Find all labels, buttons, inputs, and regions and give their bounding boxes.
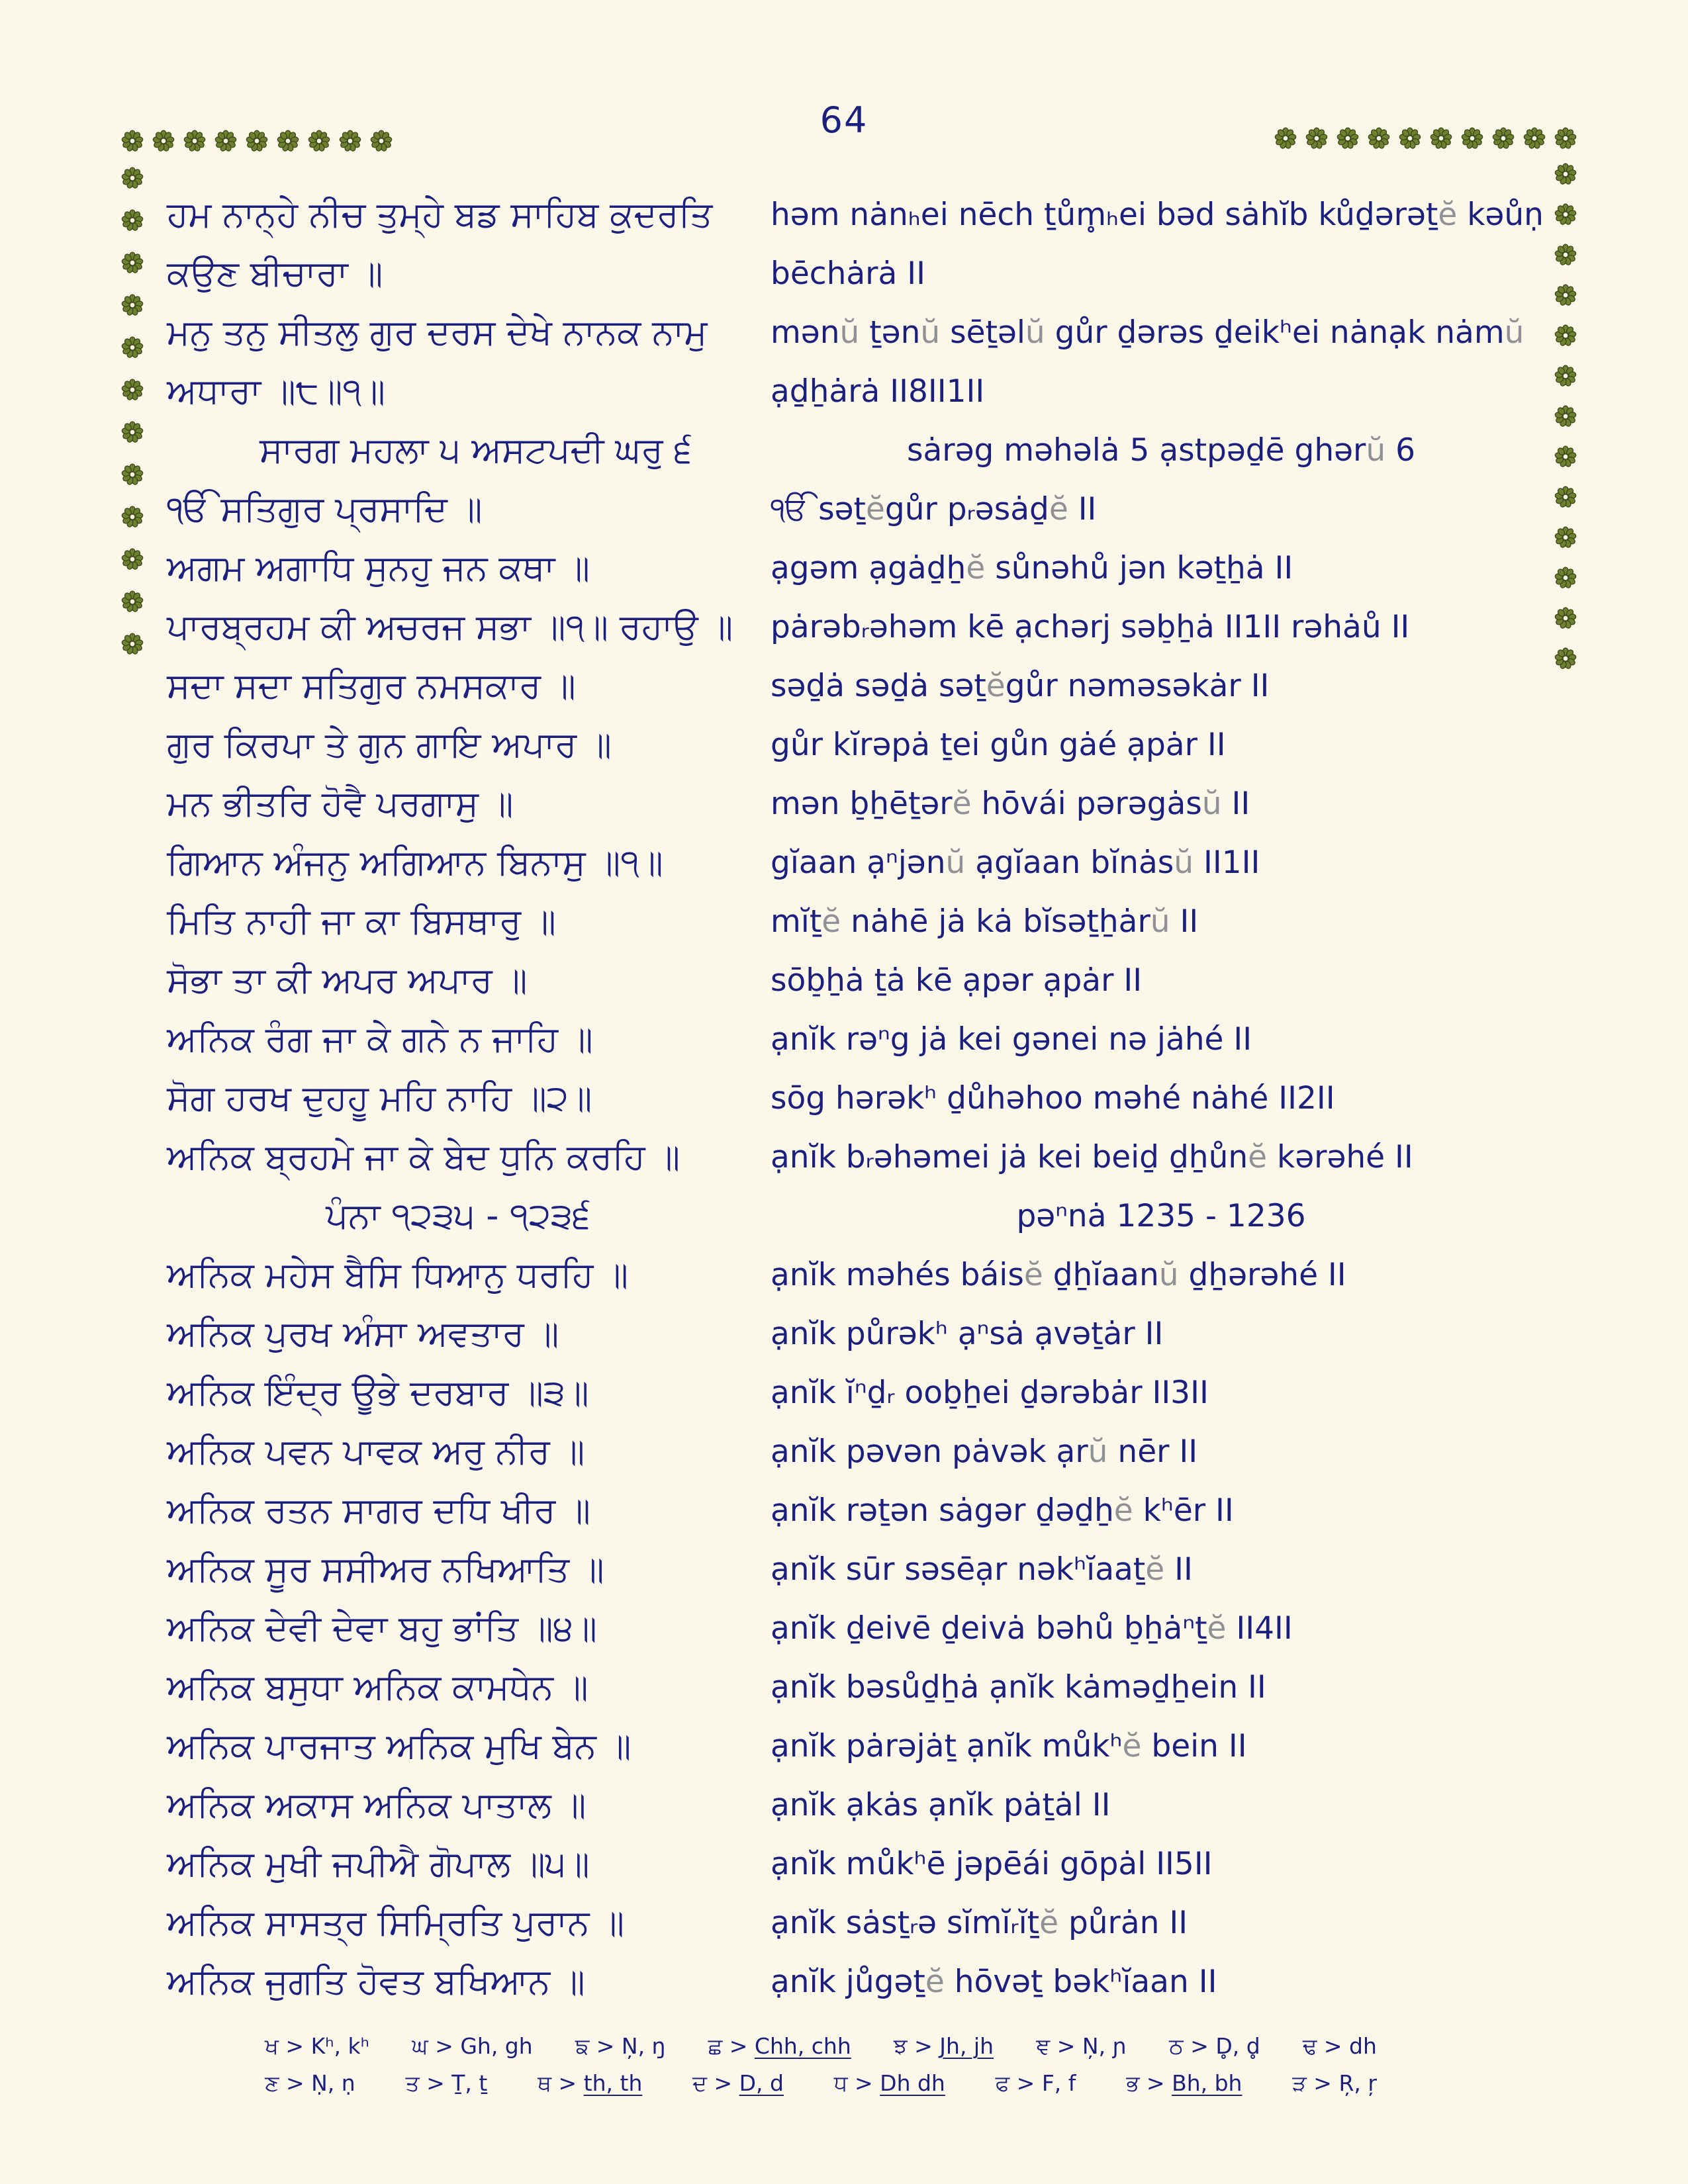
legend-latin-value: Ŗ, ŗ [1338, 2070, 1377, 2096]
legend-latin-value: Ņ, ŋ [621, 2033, 666, 2059]
verse-row [167, 1187, 1552, 1246]
soft-vowel: ĕ [952, 786, 972, 822]
verse-row [167, 715, 1552, 774]
transliteration-legend [265, 2033, 1377, 2107]
verse-row [167, 1952, 1552, 2011]
transliteration-text: gĭaan ạⁿjənŭ ạgĭaan bĭnȧsŭ II1II [771, 844, 1260, 881]
gurmukhi-text: ਮਨ ਭੀਤਰਿ ਹੋਵੈ ਪਰਗਾਸੁ ॥ [167, 784, 514, 824]
legend-latin-value: Kʰ, kʰ [310, 2033, 369, 2059]
flower-icon [1554, 647, 1577, 670]
flower-icon [1554, 244, 1577, 266]
verse-row [167, 1835, 1552, 1893]
gurmukhi-text: ਸਾਰਗ ਮਹਲਾ ੫ ਅਸਟਪਦੀ ਘਰੁ ੬ [259, 430, 692, 471]
flower-icon [1554, 486, 1577, 508]
verse-row [167, 657, 1552, 715]
transliteration-text: pȧrəbᵣəhəm kē ạchərj səb̠ẖȧ II1II rəhȧů II [771, 609, 1410, 645]
transliteration-text: həm nȧnₕei nēch ṯům̥ₕei bəd sȧhĭb kůḏərəṯĕ kəůṇ bēchȧrȧ II [771, 197, 1544, 292]
soft-vowel: ĕ [1248, 1139, 1268, 1175]
flower-icon [121, 336, 144, 359]
soft-vowel: ŭ [1025, 314, 1045, 351]
soft-vowel: ĕ [1023, 1257, 1043, 1293]
verse-row [167, 303, 1552, 421]
legend-item: ਧ > Dh dh [833, 2070, 945, 2096]
gurmukhi-text: ਸੋਗ ਹਰਖ ਦੁਹਹੂ ਮਹਿ ਨਾਹਿ ॥੨॥ [167, 1078, 592, 1118]
gurmukhi-text: ਅਨਿਕ ਮਹੇਸ ਬੈਸਿ ਧਿਆਨੁ ਧਰਹਿ ॥ [167, 1255, 629, 1295]
transliteration-text: sōb̠ẖȧ ṯȧ kē ạpər ạpȧr II [771, 962, 1143, 999]
legend-gurmukhi-letter: ਠ [1169, 2033, 1184, 2059]
gurmukhi-text: ਅਨਿਕ ਸੂਰ ਸਸੀਅਰ ਨਖਿਆਤਿ ॥ [167, 1549, 604, 1590]
transliteration-text: ạnĭk rəⁿg jȧ kei gənei nə jȧhé II [771, 1021, 1252, 1058]
soft-vowel: ŭ [1174, 844, 1194, 881]
soft-vowel: ĕ [986, 668, 1006, 704]
flower-icon [1554, 163, 1577, 185]
flower-icon [121, 251, 144, 274]
legend-item: ਢ > dh [1302, 2033, 1377, 2059]
gurmukhi-text: ਮਿਤਿ ਨਾਹੀ ਜਾ ਕਾ ਬਿਸਥਾਰੁ ॥ [167, 901, 556, 942]
gurmukhi-text: ਅਨਿਕ ਸਾਸਤ੍ਰ ਸਿਮ੍ਰਿਤਿ ਪੁਰਾਨ ॥ [167, 1903, 625, 1943]
legend-latin-value: Ṇ, ṇ [311, 2070, 355, 2096]
verse-row [167, 1658, 1552, 1717]
legend-gurmukhi-letter: ਛ [708, 2033, 723, 2059]
legend-gurmukhi-letter: ਞ [1036, 2033, 1051, 2059]
verse-row [167, 185, 1552, 303]
verse-row [167, 1363, 1552, 1422]
legend-gurmukhi-letter: ਧ [833, 2070, 848, 2096]
flower-icon [277, 130, 299, 152]
flower-icon [1554, 567, 1577, 589]
legend-latin-value: Dh dh [880, 2070, 945, 2096]
verse-row [167, 1304, 1552, 1363]
legend-row [265, 2070, 1377, 2097]
gurmukhi-text: ਅਨਿਕ ਅਕਾਸ ਅਨਿਕ ਪਾਤਾਲ ॥ [167, 1785, 586, 1825]
transliteration-text: ạnĭk rəṯən sȧgər ḏəḏẖĕ kʰēr II [771, 1492, 1234, 1529]
legend-gurmukhi-letter: ਦ [692, 2070, 707, 2096]
gurmukhi-text: ਅਨਿਕ ਇੰਦ੍ਰ ਊਭੇ ਦਰਬਾਰ ॥੩॥ [167, 1373, 589, 1413]
verse-row [167, 421, 1552, 480]
legend-item: ਥ > th, th [538, 2070, 643, 2096]
flower-icon [121, 130, 144, 152]
legend-gurmukhi-letter: ਭ [1126, 2070, 1140, 2096]
gurmukhi-text: ਅਨਿਕ ਬ੍ਰਹਮੇ ਜਾ ਕੇ ਬੇਦ ਧੁਨਿ ਕਰਹਿ ॥ [167, 1137, 680, 1177]
legend-latin-value: D̥, d̥ [1215, 2033, 1260, 2059]
transliteration-text: ạnĭk məhés báisĕ ḏẖĭaanŭ ḏẖərəhé II [771, 1257, 1346, 1293]
flower-icon [1554, 607, 1577, 629]
legend-item: ਤ > Ṯ, ṯ [405, 2070, 488, 2096]
flower-icon [1523, 127, 1546, 150]
flower-icon [1554, 445, 1577, 468]
gurmukhi-text: ਗਿਆਨ ਅੰਜਨੁ ਅਗਿਆਨ ਬਿਨਾਸੁ ॥੧॥ [167, 842, 663, 883]
transliteration-text: ạnĭk pəvən pȧvək ạrŭ nēr II [771, 1433, 1198, 1470]
flower-icon [370, 130, 393, 152]
flower-icon [152, 130, 175, 152]
legend-gurmukhi-letter: ਝ [893, 2033, 908, 2059]
legend-gurmukhi-letter: ਫ [995, 2070, 1010, 2096]
soft-vowel: ĕ [1113, 1492, 1133, 1529]
transliteration-text: ạgəm ạgȧḏẖĕ sůnəhů jən kəṯẖȧ II [771, 550, 1293, 586]
soft-vowel: ŭ [1504, 314, 1524, 351]
gurmukhi-text: ਪਾਰਬ੍ਰਹਮ ਕੀ ਅਚਰਜ ਸਭਾ ॥੧॥ ਰਹਾਉ ॥ [167, 607, 733, 647]
soft-vowel: ĕ [1207, 1610, 1227, 1647]
legend-item: ਖ > Kʰ, kʰ [265, 2033, 369, 2059]
soft-vowel: ŭ [1366, 432, 1386, 469]
gurmukhi-text: ਸੋਭਾ ਤਾ ਕੀ ਅਪਰ ਅਪਾਰ ॥ [167, 960, 528, 1001]
legend-gurmukhi-letter: ਘ [412, 2033, 428, 2059]
verse-row [167, 539, 1552, 598]
gurmukhi-text: ਮਨੁ ਤਨੁ ਸੀਤਲੁ ਗੁਰ ਦਰਸ ਦੇਖੇ ਨਾਨਕ ਨਾਮੁ ਅਧਾਰਾ ॥੮॥੧॥ [167, 312, 708, 412]
legend-item: ਘ > Gh, gh [412, 2033, 533, 2059]
verse-row [167, 480, 1552, 539]
legend-latin-value: dh [1349, 2033, 1377, 2059]
verse-row [167, 1540, 1552, 1599]
flower-icon [121, 294, 144, 316]
transliteration-text: pəⁿnȧ 1235 - 1236 [1016, 1198, 1306, 1234]
transliteration-text: mĭṯĕ nȧhē jȧ kȧ bĭsəṯẖȧrŭ II [771, 903, 1199, 940]
legend-latin-value: Bh, bh [1172, 2070, 1243, 2096]
verse-row [167, 1717, 1552, 1776]
legend-item: ਫ > F, f [995, 2070, 1076, 2096]
legend-latin-value: F, f [1041, 2070, 1076, 2096]
verse-row [167, 1422, 1552, 1481]
decor-top-left-row [121, 130, 393, 152]
transliteration-text: ạnĭk jůgəṯĕ hōvəṯ bəkʰĭaan II [771, 1964, 1217, 2000]
legend-gurmukhi-letter: ਣ [265, 2070, 279, 2096]
verse-row [167, 1481, 1552, 1540]
flower-icon [339, 130, 361, 152]
transliteration-text: ạnĭk ạkȧs ạnĭk pȧṯȧl II [771, 1787, 1111, 1823]
transliteration-text: gůr kĭrəpȧ ṯei gůn gȧé ạpȧr II [771, 727, 1226, 763]
gurmukhi-text: ਅਨਿਕ ਦੇਵੀ ਦੇਵਾ ਬਹੁ ਭਾਂਤਿ ॥੪॥ [167, 1608, 597, 1649]
transliteration-text: sȧrəg məhəlȧ 5 ạstpəḏē ghərŭ 6 [906, 432, 1415, 469]
transliteration-text: ạnĭk sȧsṯᵣə sĭmĭᵣĭṯĕ půrȧn II [771, 1905, 1188, 1941]
gurmukhi-text: ੴ ਸਤਿਗੁਰ ਪ੍ਰਸਾਦਿ ॥ [167, 489, 483, 529]
legend-gurmukhi-letter: ੜ [1292, 2070, 1307, 2096]
flower-icon [183, 130, 206, 152]
verse-row [167, 774, 1552, 833]
gurmukhi-text: ਅਗਮ ਅਗਾਧਿ ਸੁਨਹੁ ਜਨ ਕਥਾ ॥ [167, 548, 590, 588]
gurmukhi-text: ਅਨਿਕ ਜੁਗਤਿ ਹੋਵਤ ਬਖਿਆਨ ॥ [167, 1962, 585, 2002]
legend-item: ਦ > D, d [692, 2070, 784, 2096]
legend-gurmukhi-letter: ਥ [538, 2070, 552, 2096]
transliteration-text: ạnĭk ĭⁿḏᵣ oob̠ẖei ḏərəbȧr II3II [771, 1375, 1209, 1411]
gurmukhi-text: ਅਨਿਕ ਪਵਨ ਪਾਵਕ ਅਰੁ ਨੀਰ ॥ [167, 1432, 585, 1472]
verse-row [167, 1599, 1552, 1658]
verse-row [167, 833, 1552, 892]
verse-row [167, 1246, 1552, 1304]
soft-vowel: ĕ [1039, 1905, 1058, 1941]
verse-row [167, 598, 1552, 657]
gurmukhi-text: ਅਨਿਕ ਪੁਰਖ ਅੰਸਾ ਅਵਤਾਰ ॥ [167, 1314, 559, 1354]
soft-vowel: ĕ [865, 491, 885, 527]
transliteration-text: ạnĭk bəsůḏẖȧ ạnĭk kȧməḏẖein II [771, 1669, 1266, 1706]
soft-vowel: ŭ [1088, 1433, 1108, 1470]
flower-icon [1274, 127, 1297, 150]
flower-icon [1492, 127, 1515, 150]
verse-row [167, 1010, 1552, 1069]
legend-latin-value: Ņ, ɲ [1082, 2033, 1127, 2059]
page-number: 64 [820, 99, 868, 141]
flower-icon [1554, 365, 1577, 387]
legend-latin-value: th, th [583, 2070, 643, 2096]
flower-icon [121, 463, 144, 486]
transliteration-text: ੴ səṯĕgůr pᵣəsȧḏĕ II [771, 491, 1097, 527]
soft-vowel: ĕ [966, 550, 986, 586]
soft-vowel: ĕ [821, 903, 841, 940]
soft-vowel: ŭ [945, 844, 966, 881]
verse-list [167, 185, 1552, 2011]
legend-latin-value: Ṯ, ṯ [451, 2070, 488, 2096]
transliteration-text: mənŭ ṯənŭ sēṯəlŭ gůr ḏərəs ḏeikʰei nȧnạk nȧmŭ ạḏẖȧrȧ II8II1II [771, 314, 1524, 410]
soft-vowel: ŭ [1201, 786, 1222, 822]
flower-icon [121, 167, 144, 189]
soft-vowel: ŭ [1158, 1257, 1179, 1293]
decor-left-column [121, 167, 144, 655]
soft-vowel: ĕ [1049, 491, 1068, 527]
transliteration-text: ạnĭk můkʰē jəpēái gōpȧl II5II [771, 1846, 1213, 1882]
gurmukhi-text: ਅਨਿਕ ਪਾਰਜਾਤ ਅਨਿਕ ਮੁਖਿ ਬੇਨ ॥ [167, 1726, 632, 1766]
verse-row [167, 1128, 1552, 1187]
transliteration-text: sōg hərəkʰ ḏůhəhoo məhé nȧhé II2II [771, 1080, 1335, 1116]
flower-icon [1554, 203, 1577, 226]
flower-icon [1399, 127, 1421, 150]
legend-gurmukhi-letter: ਙ [575, 2033, 590, 2059]
flower-icon [121, 590, 144, 613]
legend-item: ਞ > Ņ, ɲ [1036, 2033, 1127, 2059]
gurmukhi-text: ਗੁਰ ਕਿਰਪਾ ਤੇ ਗੁਨ ਗਾਇ ਅਪਾਰ ॥ [167, 725, 612, 765]
gurmukhi-text: ਪੰਨਾ ੧੨੩੫ - ੧੨੩੬ [326, 1196, 590, 1236]
legend-latin-value: Jh, jh [939, 2033, 994, 2059]
legend-item: ਝ > Jh, jh [893, 2033, 994, 2059]
soft-vowel: ŭ [839, 314, 860, 351]
verse-row [167, 1069, 1552, 1128]
gurmukhi-text: ਅਨਿਕ ਰਤਨ ਸਾਗਰ ਦਧਿ ਖੀਰ ॥ [167, 1490, 590, 1531]
verse-row [167, 892, 1552, 951]
legend-latin-value: Gh, gh [460, 2033, 533, 2059]
gurmukhi-text: ਅਨਿਕ ਰੰਗ ਜਾ ਕੇ ਗਨੇ ਨ ਜਾਹਿ ॥ [167, 1019, 593, 1060]
legend-item: ਛ > Chh, chh [708, 2033, 851, 2059]
legend-item: ੜ > Ŗ, ŗ [1292, 2070, 1377, 2096]
flower-icon [1554, 284, 1577, 306]
legend-gurmukhi-letter: ਖ [265, 2033, 279, 2059]
legend-latin-value: D, d [739, 2070, 784, 2096]
gurmukhi-text: ਹਮ ਨਾਨ੍ਹੇ ਨੀਚ ਤੁਮ੍ਹੇ ਬਡ ਸਾਹਿਬ ਕੁਦਰਤਿ ਕਉਣ ਬੀਚਾਰਾ ॥ [167, 195, 713, 294]
flower-icon [1305, 127, 1328, 150]
legend-item: ਠ > D̥, d̥ [1169, 2033, 1260, 2059]
flower-icon [1461, 127, 1483, 150]
flower-icon [1336, 127, 1359, 150]
flower-icon [1368, 127, 1390, 150]
gurmukhi-text: ਅਨਿਕ ਮੁਖੀ ਜਪੀਐ ਗੋਪਾਲ ॥੫॥ [167, 1844, 590, 1884]
verse-row [167, 1893, 1552, 1952]
flower-icon [214, 130, 237, 152]
soft-vowel: ĕ [1145, 1551, 1165, 1588]
transliteration-text: səḏȧ səḏȧ səṯĕgůr nəməsəkȧr II [771, 668, 1270, 704]
flower-icon [1554, 405, 1577, 428]
legend-row [265, 2033, 1377, 2060]
soft-vowel: ŭ [1150, 903, 1170, 940]
legend-item: ਣ > Ṇ, ṇ [265, 2070, 355, 2096]
legend-gurmukhi-letter: ਢ [1302, 2033, 1317, 2059]
gurmukhi-text: ਸਦਾ ਸਦਾ ਸਤਿਗੁਰ ਨਮਸਕਾਰ ॥ [167, 666, 576, 706]
legend-item: ਙ > Ņ, ŋ [575, 2033, 666, 2059]
transliteration-text: ạnĭk půrəkʰ ạⁿsȧ ạvəṯȧr II [771, 1316, 1164, 1352]
legend-gurmukhi-letter: ਤ [405, 2070, 420, 2096]
legend-latin-value: Chh, chh [754, 2033, 851, 2059]
flower-icon [121, 209, 144, 232]
transliteration-text: ạnĭk pȧrəjȧṯ ạnĭk můkʰĕ bein II [771, 1728, 1247, 1764]
flower-icon [121, 506, 144, 528]
transliteration-text: ạnĭk sūr səsēạr nəkʰĭaaṯĕ II [771, 1551, 1193, 1588]
soft-vowel: ĕ [925, 1964, 945, 2000]
flower-icon [246, 130, 268, 152]
flower-icon [121, 548, 144, 570]
flower-icon [1554, 324, 1577, 347]
transliteration-text: mən b̠ẖēṯərĕ hōvái pərəgȧsŭ II [771, 786, 1250, 822]
flower-icon [1554, 526, 1577, 549]
soft-vowel: ĕ [1438, 197, 1458, 233]
decor-top-right-row [1274, 127, 1577, 150]
verse-row [167, 1776, 1552, 1835]
flower-icon [121, 379, 144, 401]
transliteration-text: ạnĭk ḏeivē ḏeivȧ bəhů b̠ẖȧⁿṯĕ II4II [771, 1610, 1293, 1647]
flower-icon [121, 421, 144, 443]
verse-row [167, 951, 1552, 1010]
transliteration-text: ạnĭk bᵣəhəmei jȧ kei beiḏ ḏẖůnĕ kərəhé II [771, 1139, 1413, 1175]
flower-icon [1554, 127, 1577, 150]
flower-icon [1430, 127, 1452, 150]
flower-icon [308, 130, 330, 152]
gurmukhi-text: ਅਨਿਕ ਬਸੁਧਾ ਅਨਿਕ ਕਾਮਧੇਨ ॥ [167, 1667, 588, 1707]
soft-vowel: ŭ [920, 314, 941, 351]
soft-vowel: ĕ [1122, 1728, 1142, 1764]
flower-icon [121, 633, 144, 655]
legend-item: ਭ > Bh, bh [1126, 2070, 1243, 2096]
decor-right-column [1554, 163, 1577, 670]
